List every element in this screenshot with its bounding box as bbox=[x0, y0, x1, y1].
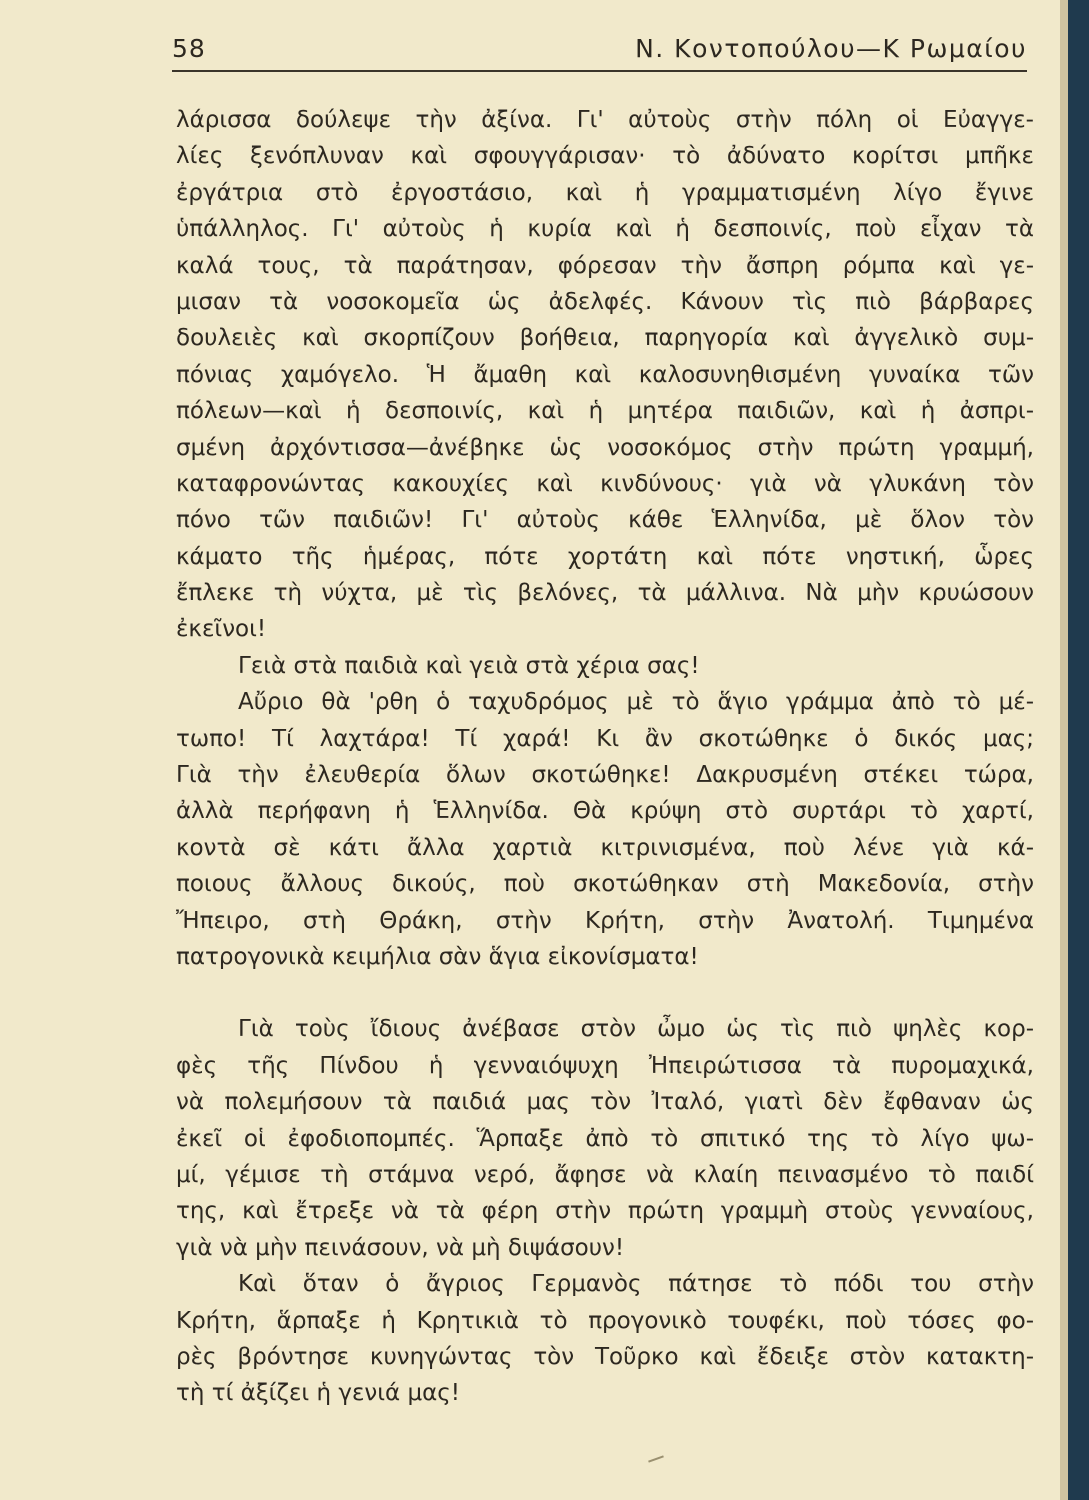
ink-mark bbox=[648, 1455, 664, 1462]
paragraph bbox=[176, 648, 1034, 684]
text-line: ὑπάλληλος. Γι' αὐτοὺς ἡ κυρία καὶ ἡ δεσποινίς, ποὺ εἶχαν τὰ bbox=[176, 216, 1034, 243]
text-line: Κρήτη, ἅρπαξε ἡ Κρητικιὰ τὸ προγονικὸ τουφέκι, ποὺ τόσες φο- bbox=[176, 1307, 1034, 1334]
text-line: Καὶ ὅταν ὁ ἄγριος Γερμανὸς πάτησε τὸ πόδι του στὴν bbox=[238, 1271, 1034, 1298]
text-line: πατρογονικὰ κειμήλια σὰν ἅγια εἰκονίσματα! bbox=[176, 943, 699, 970]
text-line: δουλειὲς καὶ σκορπίζουν βοήθεια, παρηγορία καὶ ἀγγελικὸ συμ- bbox=[176, 325, 1034, 352]
text-line: λίες ξενόπλυναν καὶ σφουγγάρισαν· τὸ ἀδύνατο κορίτσι μπῆκε bbox=[176, 143, 1034, 170]
text-line: Γειὰ στὰ παιδιὰ καὶ γειὰ στὰ χέρια σας! bbox=[238, 652, 700, 679]
text-line: κοντὰ σὲ κάτι ἄλλα χαρτιὰ κιτρινισμένα, ποὺ λένε γιὰ κά- bbox=[176, 834, 1034, 861]
body-text bbox=[176, 102, 1034, 1412]
text-line: σμένη ἀρχόντισσα—ἀνέβηκε ὡς νοσοκόμος στὴν πρώτη γραμμή, bbox=[176, 434, 1034, 461]
page-number: 58 bbox=[172, 34, 206, 63]
paragraph bbox=[176, 1011, 1034, 1266]
running-head: Ν. Κοντοπούλου—Κ Ρωμαίου bbox=[635, 34, 1027, 63]
text-line: ποιους ἄλλους δικούς, ποὺ σκοτώθηκαν στὴ Μακεδονία, στὴν bbox=[176, 871, 1034, 898]
text-line: πόλεων—καὶ ἡ δεσποινίς, καὶ ἡ μητέρα παιδιῶν, καὶ ἡ ἀσπρι- bbox=[176, 398, 1034, 425]
text-line: ἐργάτρια στὸ ἐργοστάσιο, καὶ ἡ γραμματισμένη λίγο ἔγινε bbox=[176, 179, 1034, 206]
paragraph bbox=[176, 102, 1034, 648]
text-line: καλά τους, τὰ παράτησαν, φόρεσαν τὴν ἄσπρη ρόμπα καὶ γε- bbox=[176, 252, 1034, 279]
text-line: τὴ τί ἀξίζει ἡ γενιά μας! bbox=[176, 1380, 461, 1407]
text-line: ρὲς βρόντησε κυνηγώντας τὸν Τοῦρκο καὶ ἔδειξε στὸν κατακτη- bbox=[176, 1343, 1034, 1370]
text-line: καταφρονώντας κακουχίες καὶ κινδύνους· γιὰ νὰ γλυκάνη τὸν bbox=[176, 470, 1034, 497]
text-line: ἀλλὰ περήφανη ἡ Ἑλληνίδα. Θὰ κρύψη στὸ συρτάρι τὸ χαρτί, bbox=[176, 798, 1034, 825]
text-line: Αὔριο θὰ 'ρθη ὁ ταχυδρόμος μὲ τὸ ἅγιο γράμμα ἀπὸ τὸ μέ- bbox=[238, 689, 1034, 716]
text-line: κάματο τῆς ἡμέρας, πότε χορτάτη καὶ πότε νηστική, ὧρες bbox=[176, 543, 1034, 570]
text-line: τωπο! Τί λαχτάρα! Τί χαρά! Κι ἂν σκοτώθηκε ὁ δικός μας; bbox=[176, 725, 1034, 752]
text-line: πόνιας χαμόγελο. Ἡ ἄμαθη καὶ καλοσυνηθισμένη γυναίκα τῶν bbox=[176, 361, 1034, 388]
text-line: Ἤπειρο, στὴ Θράκη, στὴν Κρήτη, στὴν Ἀνατολή. Τιμημένα bbox=[176, 907, 1034, 934]
page-edge bbox=[1060, 0, 1068, 1500]
header-rule bbox=[172, 70, 1027, 72]
text-line: πόνο τῶν παιδιῶν! Γι' αὐτοὺς κάθε Ἑλληνίδα, μὲ ὅλον τὸν bbox=[176, 507, 1034, 534]
book-spine bbox=[1068, 0, 1089, 1500]
text-line: φὲς τῆς Πίνδου ἡ γενναιόψυχη Ἠπειρώτισσα τὰ πυρομαχικά, bbox=[176, 1052, 1034, 1079]
text-line: μισαν τὰ νοσοκομεῖα ὡς ἀδελφές. Κάνουν τὶς πιὸ βάρβαρες bbox=[176, 288, 1034, 315]
text-line: ἔπλεκε τὴ νύχτα, μὲ τὶς βελόνες, τὰ μάλλινα. Νὰ μὴν κρυώσουν bbox=[176, 580, 1034, 607]
paragraph bbox=[176, 1266, 1034, 1412]
section-gap bbox=[176, 975, 1034, 1011]
text-line: ἐκεῖ οἱ ἐφοδιοπομπές. Ἅρπαξε ἀπὸ τὸ σπιτικό της τὸ λίγο ψω- bbox=[176, 1125, 1034, 1152]
paragraph bbox=[176, 684, 1034, 975]
text-line: γιὰ νὰ μὴν πεινάσουν, νὰ μὴ διψάσουν! bbox=[176, 1234, 625, 1261]
text-line: της, καὶ ἔτρεξε νὰ τὰ φέρη στὴν πρώτη γραμμὴ στοὺς γενναίους, bbox=[176, 1198, 1034, 1225]
text-line: νὰ πολεμήσουν τὰ παιδιά μας τὸν Ἰταλό, γιατὶ δὲν ἔφθαναν ὡς bbox=[176, 1089, 1034, 1116]
text-line: ἐκεῖνοι! bbox=[176, 616, 267, 643]
page-header bbox=[172, 30, 1027, 70]
text-line: Γιὰ τοὺς ἴδιους ἀνέβασε στὸν ὦμο ὡς τὶς πιὸ ψηλὲς κορ- bbox=[238, 1016, 1034, 1043]
text-line: λάρισσα δούλεψε τὴν ἀξίνα. Γι' αὐτοὺς στὴν πόλη οἱ Εὐαγγε- bbox=[176, 107, 1034, 133]
text-line: μί, γέμισε τὴ στάμνα νερό, ἄφησε νὰ κλαίη πεινασμένο τὸ παιδί bbox=[176, 1161, 1034, 1188]
text-line: Γιὰ τὴν ἐλευθερία ὅλων σκοτώθηκε! Δακρυσμένη στέκει τώρα, bbox=[176, 762, 1034, 789]
